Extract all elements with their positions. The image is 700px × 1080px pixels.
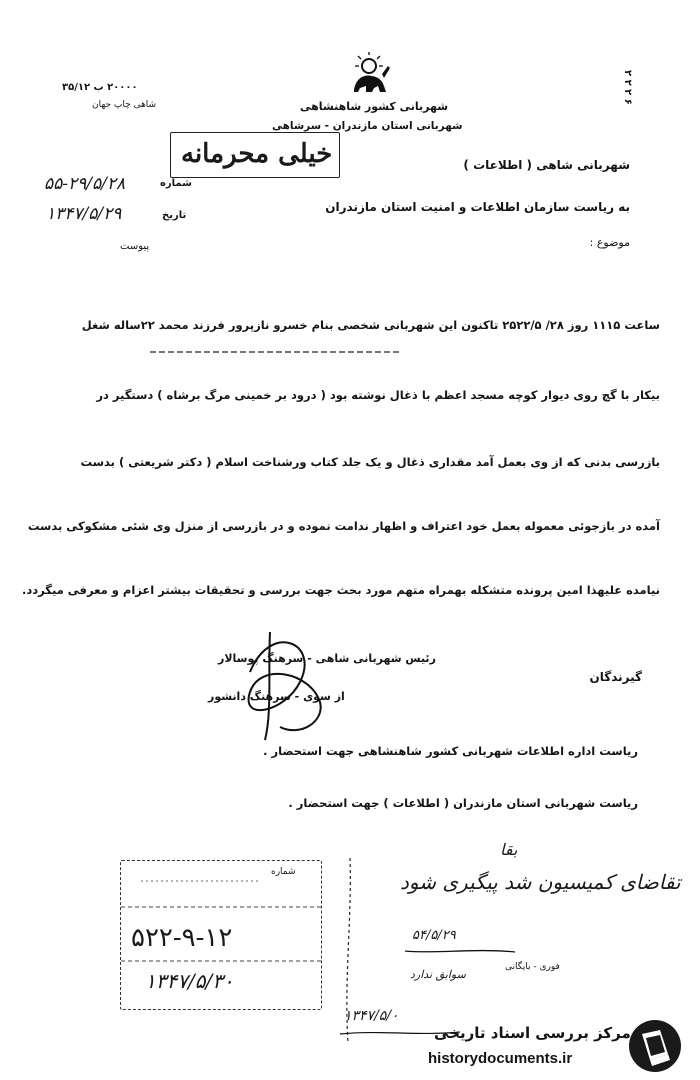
body-line-3: بازرسی بدنی که از وی بعمل آمد مقداری ذغال و یک جلد کتاب ورشناخت اسلام ( دکتر شریعتی ) بدست	[80, 455, 660, 469]
confidential-stamp: خیلی محرمانه	[170, 132, 340, 178]
underline-divider	[150, 350, 400, 354]
signatory-title-2: از سوی - سرهنگ دانشور	[208, 690, 345, 703]
signatory-title-1: رئیس شهربانی شاهی - سرهنگ پوسالار	[218, 652, 436, 665]
recipient-line-1: ریاست اداره اطلاعات شهربانی کشور شاهنشاهی جهت استحضار .	[263, 744, 638, 758]
subject-label: موضوع :	[589, 236, 630, 249]
body-line-5: نیامده علیهذا امین پرونده متشکله بهمراه متهم مورد بحث جهت بررسی و تحقیقات بیشتر اعزام و معرفی میگردد.	[21, 583, 660, 597]
letter-number-label: شماره	[160, 178, 192, 189]
margin-marks: ۲ ۲ ۲ ۶	[622, 70, 633, 105]
registration-date: ۱۳۴۷/۵/۳۰	[145, 969, 234, 993]
signature-scribble	[210, 612, 340, 742]
body-line-1: ساعت ۱۱۱۵ روز ۲۸/ ۲۵۲۲/۵ تاکنون این شهربانی شخصی بنام خسرو نازپرور فرزند محمد ۲۲ساله شغل	[81, 318, 660, 332]
handwritten-note-1: بقا	[500, 840, 518, 859]
handwritten-right-note-2: سوابق ندارد	[410, 968, 466, 981]
org-name-line2: شهربانی استان مازندران - سرشاهی	[272, 120, 463, 132]
recipients-label: گیرندگان	[589, 670, 642, 684]
addressee-line2: به ریاست سازمان اطلاعات و امنیت استان مازندران	[325, 200, 630, 214]
letter-date-label: تاریخ	[162, 210, 187, 221]
org-name-line1: شهربانی کشور شاهنشاهی	[300, 100, 449, 113]
watermark-url: historydocuments.ir	[428, 1050, 573, 1067]
letter-date-value: ۱۳۴۷/۵/۲۹	[46, 204, 122, 224]
letter-number-value: ۵۵-۲۹/۵/۲۸	[44, 174, 126, 194]
handwritten-right-note-1: فوری - بایگانی	[505, 962, 560, 972]
handwritten-date-note: ۵۴/۵/۲۹	[412, 928, 456, 943]
archive-book-logo-icon	[626, 1018, 684, 1074]
body-line-4: آمده در بازجوئی معموله بعمل خود اعتراف و اظهار ندامت نموده و در بازرسی از منزل وی شئی مشکوکی بدست	[27, 519, 660, 533]
registration-number: ۵۲۲-۹-۱۲	[131, 923, 233, 953]
recipient-line-2: ریاست شهربانی استان مازندران ( اطلاعات ) جهت استحضار .	[288, 796, 638, 810]
date-note-underline	[405, 948, 515, 954]
handwritten-note-2: تقاضای کمیسیون شد پیگیری شود	[400, 870, 681, 894]
registration-stamp-label: شماره	[271, 867, 296, 877]
attachment-label: پیوست	[120, 241, 150, 252]
watermark-title: مرکز بررسی اسناد تاریخی	[434, 1024, 631, 1042]
form-number: ۲۰۰۰۰ ب ۳۵/۱۲	[62, 82, 138, 93]
body-line-2: بیکار با گچ روی دیوار کوچه مسجد اعظم با ذغال نوشته بود ( درود بر خمینی مرگ برشاه ) دستگیر در	[96, 388, 660, 402]
registration-stamp	[120, 860, 322, 1010]
lion-and-sun-emblem-icon	[346, 52, 392, 96]
addressee-line1: شهربانی شاهی ( اطلاعات )	[463, 158, 630, 172]
printer-label: شاهی چاپ جهان	[92, 100, 157, 110]
handwritten-bottom-number: ۱۳۴۷/۵/۰	[344, 1008, 399, 1024]
